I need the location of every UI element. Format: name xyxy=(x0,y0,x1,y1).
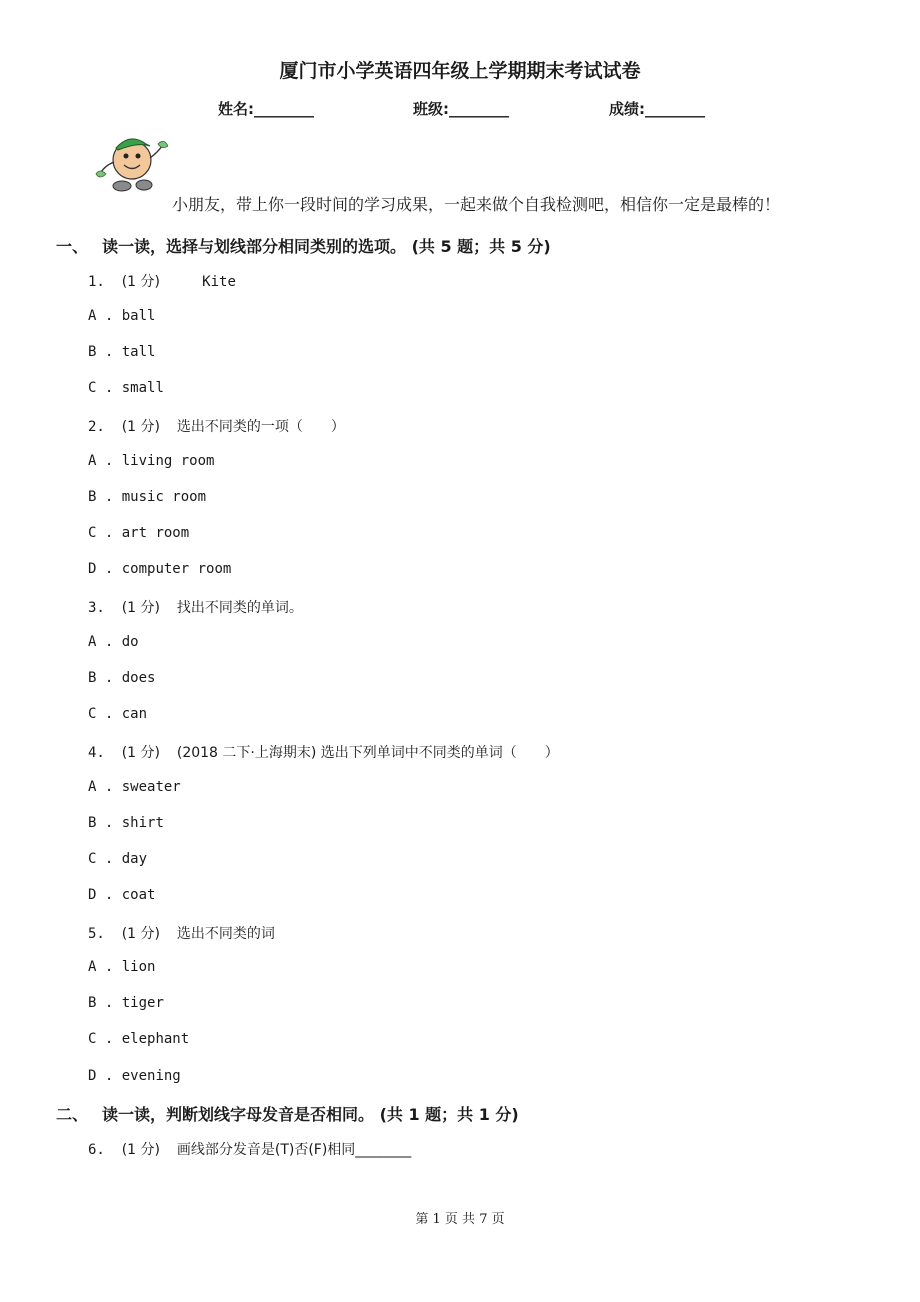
question-3 xyxy=(88,597,303,617)
option-text: small xyxy=(121,380,164,396)
question-stem: 选出不同类的一项（ ） xyxy=(176,419,345,435)
option-2b[interactable] xyxy=(88,489,206,505)
option-2a[interactable] xyxy=(88,453,214,469)
question-number: 2. xyxy=(88,419,105,435)
section-heading-2 xyxy=(56,1102,519,1125)
page-footer: 第 1 页 共 7 页 xyxy=(415,1212,505,1227)
option-label: C . xyxy=(88,1031,114,1047)
question-number: 1. xyxy=(88,274,105,290)
option-text: does xyxy=(121,670,156,686)
score-field: 成绩:________ xyxy=(609,100,705,118)
option-2d[interactable] xyxy=(88,561,231,577)
question-score: (1 分) xyxy=(121,926,160,942)
option-1b[interactable] xyxy=(88,344,155,360)
question-score: (1 分) xyxy=(121,274,160,290)
question-stem: 画线部分发音是(T)否(F)相同________ xyxy=(176,1142,412,1158)
option-1c[interactable] xyxy=(88,380,164,396)
question-2 xyxy=(88,416,345,436)
question-score: (1 分) xyxy=(121,745,160,761)
option-5a[interactable] xyxy=(88,959,155,975)
option-text: music room xyxy=(121,489,207,505)
option-label: B . xyxy=(88,670,114,686)
option-text: art room xyxy=(121,525,190,541)
question-number: 3. xyxy=(88,600,105,616)
option-text: can xyxy=(121,706,148,722)
option-text: lion xyxy=(121,959,156,975)
option-4c[interactable] xyxy=(88,851,147,867)
option-label: C . xyxy=(88,851,114,867)
option-3a[interactable] xyxy=(88,634,139,650)
question-stem: 找出不同类的单词。 xyxy=(176,600,303,616)
question-score: (1 分) xyxy=(121,419,160,435)
option-label: D . xyxy=(88,561,114,577)
question-stem: Kite xyxy=(202,274,236,290)
option-text: elephant xyxy=(121,1031,190,1047)
question-number: 5. xyxy=(88,926,105,942)
option-label: C . xyxy=(88,380,114,396)
option-1a[interactable] xyxy=(88,308,155,324)
option-label: D . xyxy=(88,1068,114,1084)
option-text: ball xyxy=(121,308,156,324)
option-text: sweater xyxy=(121,779,181,795)
class-field: 班级:________ xyxy=(413,100,509,118)
section-heading-1 xyxy=(56,234,551,257)
option-label: A . xyxy=(88,308,114,324)
option-3c[interactable] xyxy=(88,706,147,722)
mascot-icon xyxy=(94,130,168,194)
option-text: tiger xyxy=(121,995,164,1011)
section-number: 二、 xyxy=(56,1105,89,1124)
option-4d[interactable] xyxy=(88,887,155,903)
option-label: A . xyxy=(88,453,114,469)
option-text: computer room xyxy=(121,561,232,577)
option-4b[interactable] xyxy=(88,815,164,831)
question-score: (1 分) xyxy=(121,1142,160,1158)
option-5c[interactable] xyxy=(88,1031,189,1047)
option-text: do xyxy=(121,634,139,650)
section-title: 读一读，判断划线字母发音是否相同。 (共 1 题；共 1 分) xyxy=(102,1105,519,1124)
question-stem: (2018 二下·上海期末) 选出下列单词中不同类的单词（ ） xyxy=(176,745,559,761)
question-stem: 选出不同类的词 xyxy=(176,926,275,942)
option-label: B . xyxy=(88,344,114,360)
option-label: B . xyxy=(88,995,114,1011)
question-1 xyxy=(88,271,236,291)
option-4a[interactable] xyxy=(88,779,181,795)
option-text: day xyxy=(121,851,148,867)
option-label: A . xyxy=(88,779,114,795)
option-text: shirt xyxy=(121,815,164,831)
option-5b[interactable] xyxy=(88,995,164,1011)
option-label: B . xyxy=(88,489,114,505)
question-number: 4. xyxy=(88,745,105,761)
option-label: A . xyxy=(88,959,114,975)
question-4 xyxy=(88,742,559,762)
section-number: 一、 xyxy=(56,237,89,256)
option-label: C . xyxy=(88,706,114,722)
option-label: D . xyxy=(88,887,114,903)
document-title: 厦门市小学英语四年级上学期期末考试试卷 xyxy=(279,60,641,82)
option-5d[interactable] xyxy=(88,1068,181,1084)
option-text: tall xyxy=(121,344,156,360)
option-3b[interactable] xyxy=(88,670,155,686)
option-text: living room xyxy=(121,453,215,469)
greeting-text: 小朋友，带上你一段时间的学习成果，一起来做个自我检测吧，相信你一定是最棒的！ xyxy=(172,195,781,214)
option-label: A . xyxy=(88,634,114,650)
question-6 xyxy=(88,1139,411,1159)
question-5 xyxy=(88,923,275,943)
section-title: 读一读，选择与划线部分相同类别的选项。 (共 5 题；共 5 分) xyxy=(102,237,551,256)
name-field: 姓名:________ xyxy=(218,100,314,118)
option-text: evening xyxy=(121,1068,181,1084)
question-number: 6. xyxy=(88,1142,105,1158)
option-text: coat xyxy=(121,887,156,903)
option-label: B . xyxy=(88,815,114,831)
option-2c[interactable] xyxy=(88,525,189,541)
question-score: (1 分) xyxy=(121,600,160,616)
student-info-row xyxy=(0,98,920,122)
option-label: C . xyxy=(88,525,114,541)
